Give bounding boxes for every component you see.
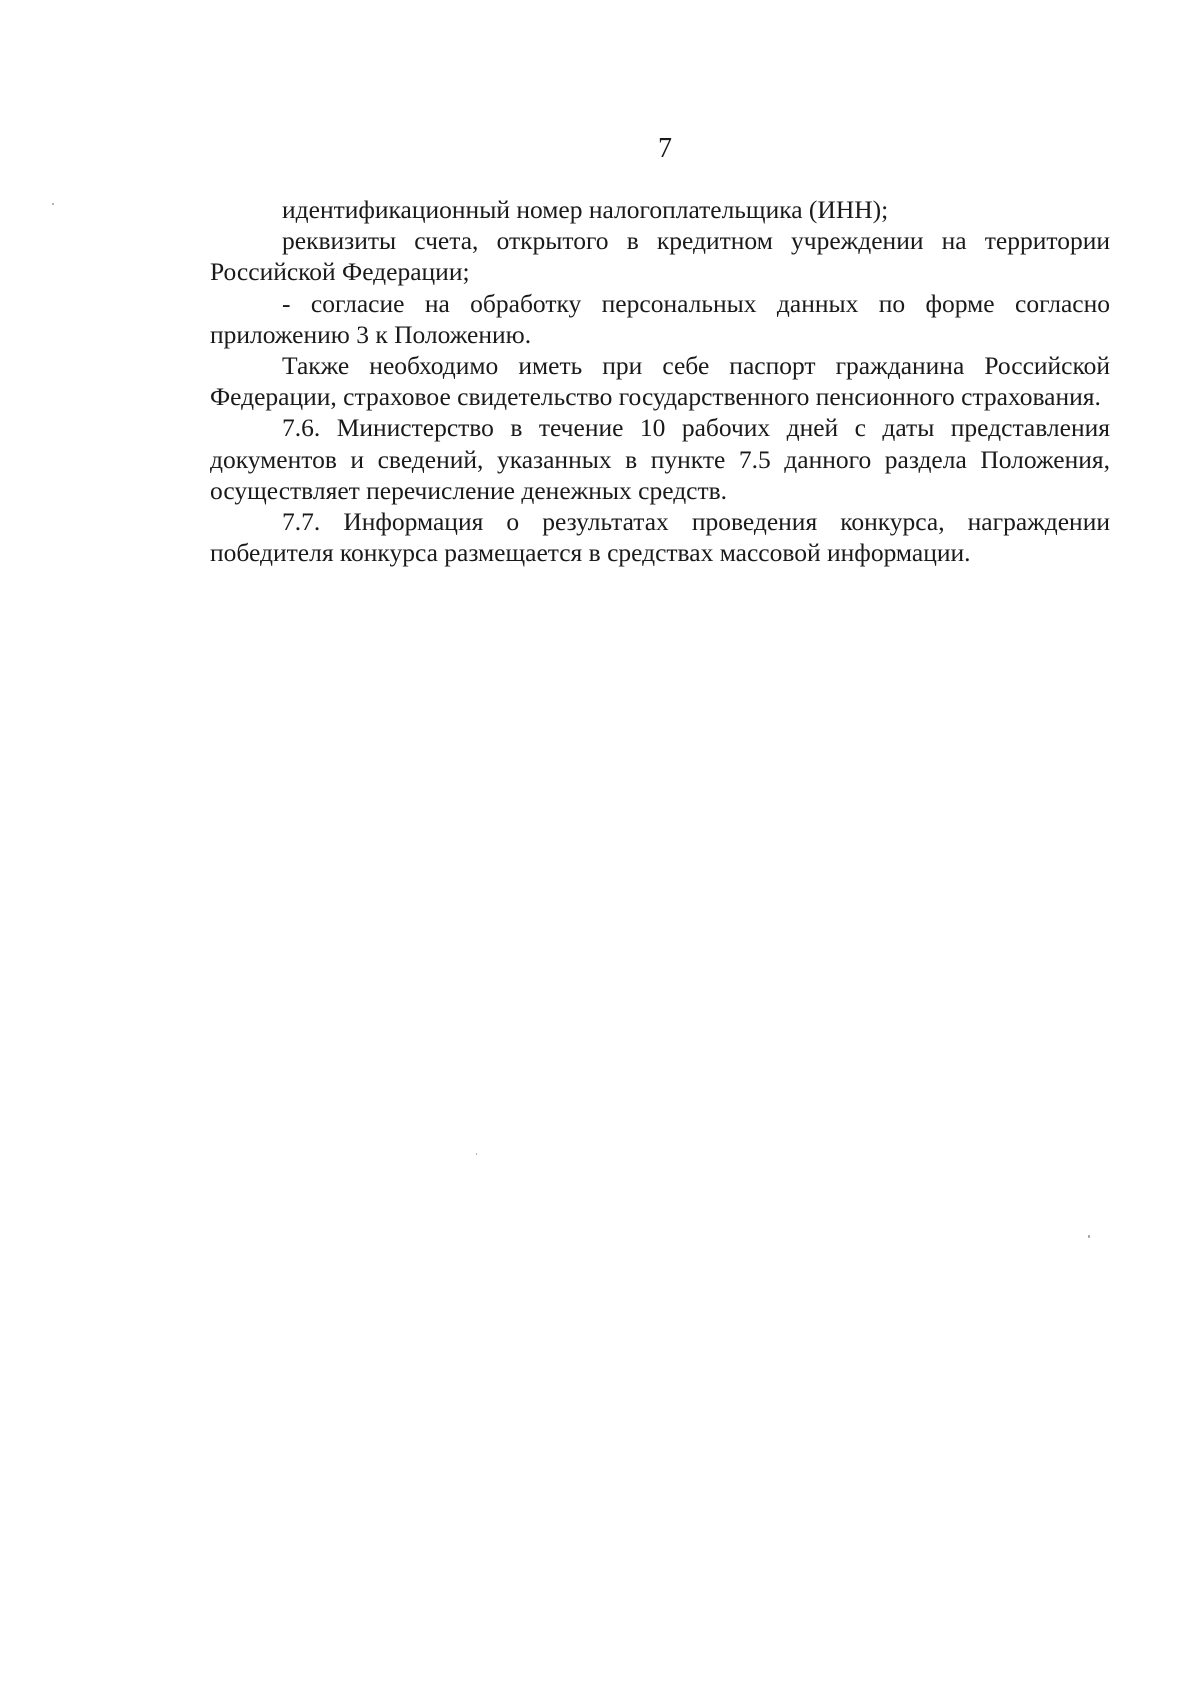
paragraph-inn: идентификационный номер налогоплательщика (ИНН); — [282, 195, 889, 224]
scan-speck — [476, 1153, 477, 1155]
paragraph-7-6: 7.6. Министерство в течение 10 рабочих дней с даты представления документов и сведений, указанных в пункте 7.5 данного раздела Положения, осуществляет перечисление денежных средств. — [210, 413, 1110, 505]
scan-speck — [1088, 1235, 1090, 1238]
paragraph-consent: - согласие на обработку персональных данных по форме согласно приложению 3 к Положению. — [210, 288, 1110, 349]
paragraph-7-7: 7.7. Информация о результатах проведения конкурса, награждении победителя конкурса размещается в средствах массовой информации. — [210, 507, 1110, 568]
paragraph-bank-details: реквизиты счета, открытого в кредитном учреждении на территории Российской Федерации; — [210, 226, 1110, 287]
scan-speck — [52, 203, 54, 205]
paragraph-passport: Также необходимо иметь при себе паспорт гражданина Российской Федерации, страховое свидетельство государственного пенсионного страхования. — [210, 351, 1110, 412]
document-body — [210, 194, 1110, 568]
page-number: 7 — [658, 133, 672, 164]
